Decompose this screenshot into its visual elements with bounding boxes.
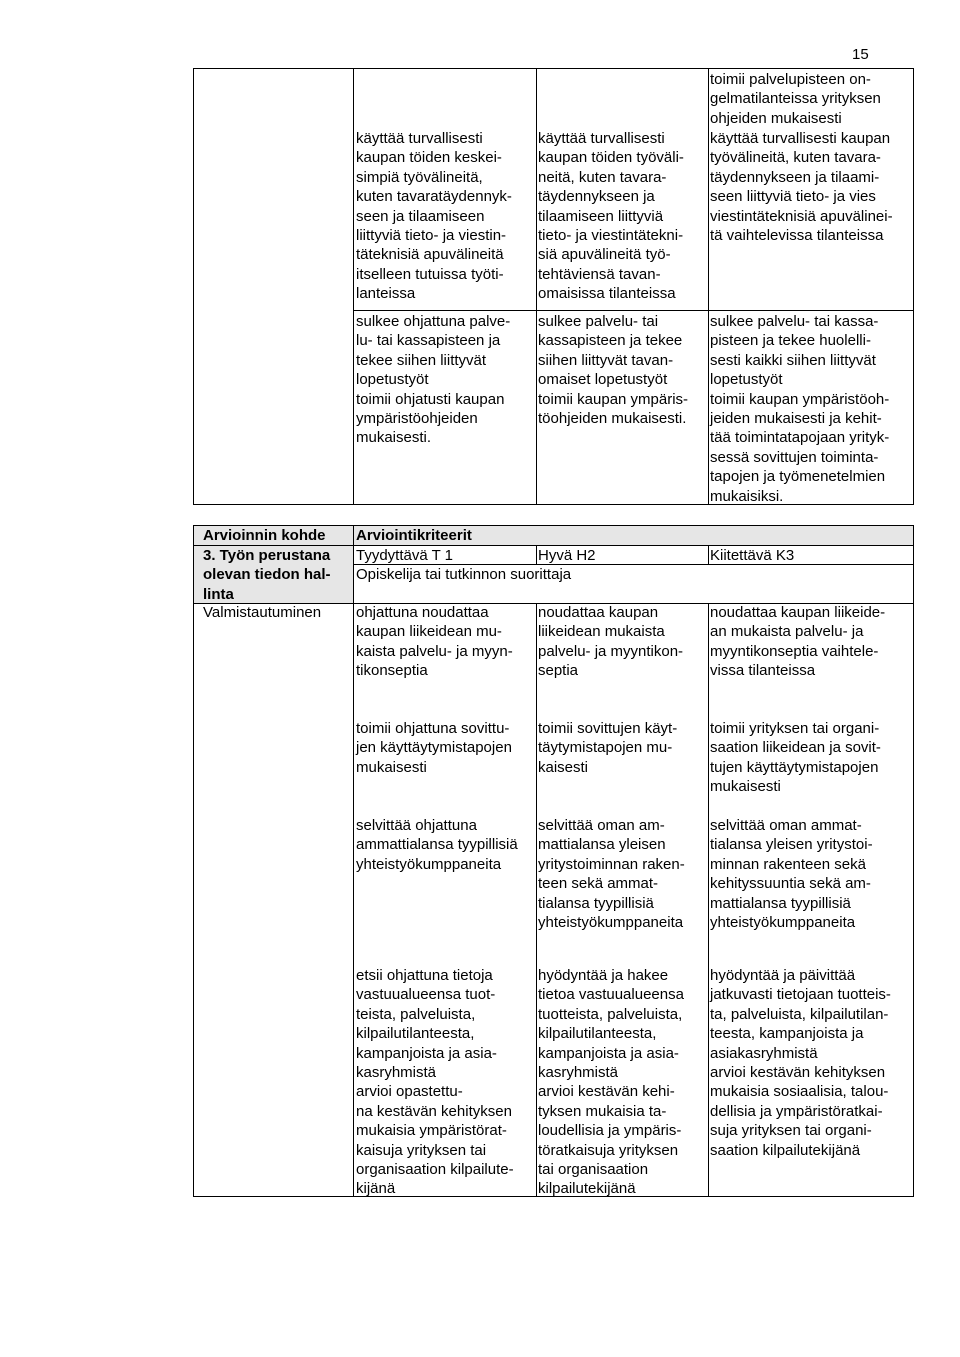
level-excellent: Kiitettävä K3: [710, 547, 795, 564]
t1-closing-text: sulkee ohjattuna palve- lu- tai kassapisteen ja tekee siihen liittyvät lopetustyöt toimii ohjatusti kaupan ympäristöohjeiden mukaisesti.: [356, 313, 511, 447]
row2-h2: toimii sovittujen käyt- täytymistapojen mu- kaisesti: [538, 720, 678, 776]
row4-t1: etsii ohjattuna tietoja vastuualueensa tuot- teista, palveluista, kilpailutilanteesta, kampanjoista ja asia- kasryhmistä arvioi opastettu- na kestävän kehityksen mukaisia ympäristörat- kaisuja yrityksen tai organisaation kilpailute- kijänä: [356, 967, 514, 1198]
subject-label: Opiskelija tai tutkinnon suorittaja: [356, 566, 572, 583]
t1-tools-text: käyttää turvallisesti kaupan töiden keskei- simpiä työvälineitä, kuten tavaratäydennyk- seen ja tilaamiseen liittyviä tieto- ja viestin- täteknisiä apuvälineitä itselleen tutuissa työti- lanteissa: [356, 130, 512, 303]
row1-t1: ohjattuna noudattaa kaupan liikeidean mu- kaista palvelu- ja myyn- tikonseptia: [356, 604, 513, 680]
level-satisfactory: Tyydyttävä T 1: [356, 547, 453, 564]
row3-k3: selvittää oman ammat- tialansa yleisen yritystoi- minnan rakenteen sekä kehityssuuntia sekä am- mattialansa tyypillisiä yhteistyökumppaneita: [710, 817, 873, 932]
row3-t1: selvittää ohjattuna ammattialansa tyypillisiä yhteistyökumppaneita: [356, 817, 518, 873]
row1-k3: noudattaa kaupan liikeide- an mukaista palvelu- ja myyntikonseptia vaihtele- vissa tilanteissa: [710, 604, 886, 680]
header-assessment-criteria: Arviointikriteerit: [356, 527, 472, 544]
row-label-preparation: Valmistautuminen: [203, 604, 322, 621]
row2-k3: toimii yrityksen tai organi- saation liikeidean ja sovit- tujen käyttäytymistapojen mukaisesti: [710, 720, 881, 796]
h2-closing-text: sulkee palvelu- tai kassapisteen ja tekee siihen liittyvät tavan- omaiset lopetustyöt toimii kaupan ympäris- töohjeiden mukaisesti.: [538, 313, 689, 428]
level-good: Hyvä H2: [538, 547, 596, 564]
k3-tools-text: käyttää turvallisesti kaupan työvälineitä, kuten tavara- täydennykseen ja tilaami- seen liittyviä tieto- ja vies viestintäteknisiä apuvälinei- tä vaihtelevissa tilanteissa: [710, 130, 893, 245]
row1-h2: noudattaa kaupan liikeidean mukaista palvelu- ja myyntikon- septia: [538, 604, 684, 680]
row3-h2: selvittää oman am- mattialansa yleisen yritystoiminnan raken- teen sekä ammat- tialansa tyypillisiä yhteistyökumppaneita: [538, 817, 685, 932]
k3-closing-text: sulkee palvelu- tai kassa- pisteen ja tekee huolelli- sesti kaikki siihen liittyvät lopetustyöt toimii kaupan ympäristöoh- jeiden mukaisesti ja kehit- tää toimintatapojaan yrityk- sessä sovittujen toiminta- tapojen ja työmenetelmien mukaisiksi.: [710, 313, 890, 505]
section-title: 3. Työn perustana olevan tiedon hal- linta: [203, 547, 331, 603]
k3-problem-text: toimii palvelupisteen on- gelmatilanteissa yrityksen ohjeiden mukaisesti: [710, 71, 881, 127]
page-number: 15: [852, 46, 869, 63]
row2-t1: toimii ohjattuna sovittu- jen käyttäytymistapojen mukaisesti: [356, 720, 512, 776]
h2-tools-text: käyttää turvallisesti kaupan töiden työväli- neitä, kuten tavara- täydennykseen ja tilaamiseen liittyviä tieto- ja viestintätekni- siä apuvälineitä työ- tehtäviensä tavan- omaisissa tilanteissa: [538, 130, 684, 303]
row4-k3: hyödyntää ja päivittää jatkuvasti tietojaan tuotteis- ta, palveluista, kilpailutilan- teesta, kampanjoista ja asiakasryhmistä arvioi kestävän kehityksen mukaisia sosiaalisia, talou- dellisia ja ympäristöratkai- suja yrityksen tai organi- saation kilpailutekijänä: [710, 967, 891, 1159]
header-assessment-target: Arvioinnin kohde: [203, 527, 326, 544]
row4-h2: hyödyntää ja hakee tietoa vastuualueensa tuotteista, palveluista, kilpailutilanteesta, kampanjoista ja asia- kasryhmistä arvioi kestävän kehi- tyksen mukaisia ta- loudellisia ja ympäris- töratkaisuja yrityksen tai organisaation kilpailutekijänä: [538, 967, 684, 1198]
